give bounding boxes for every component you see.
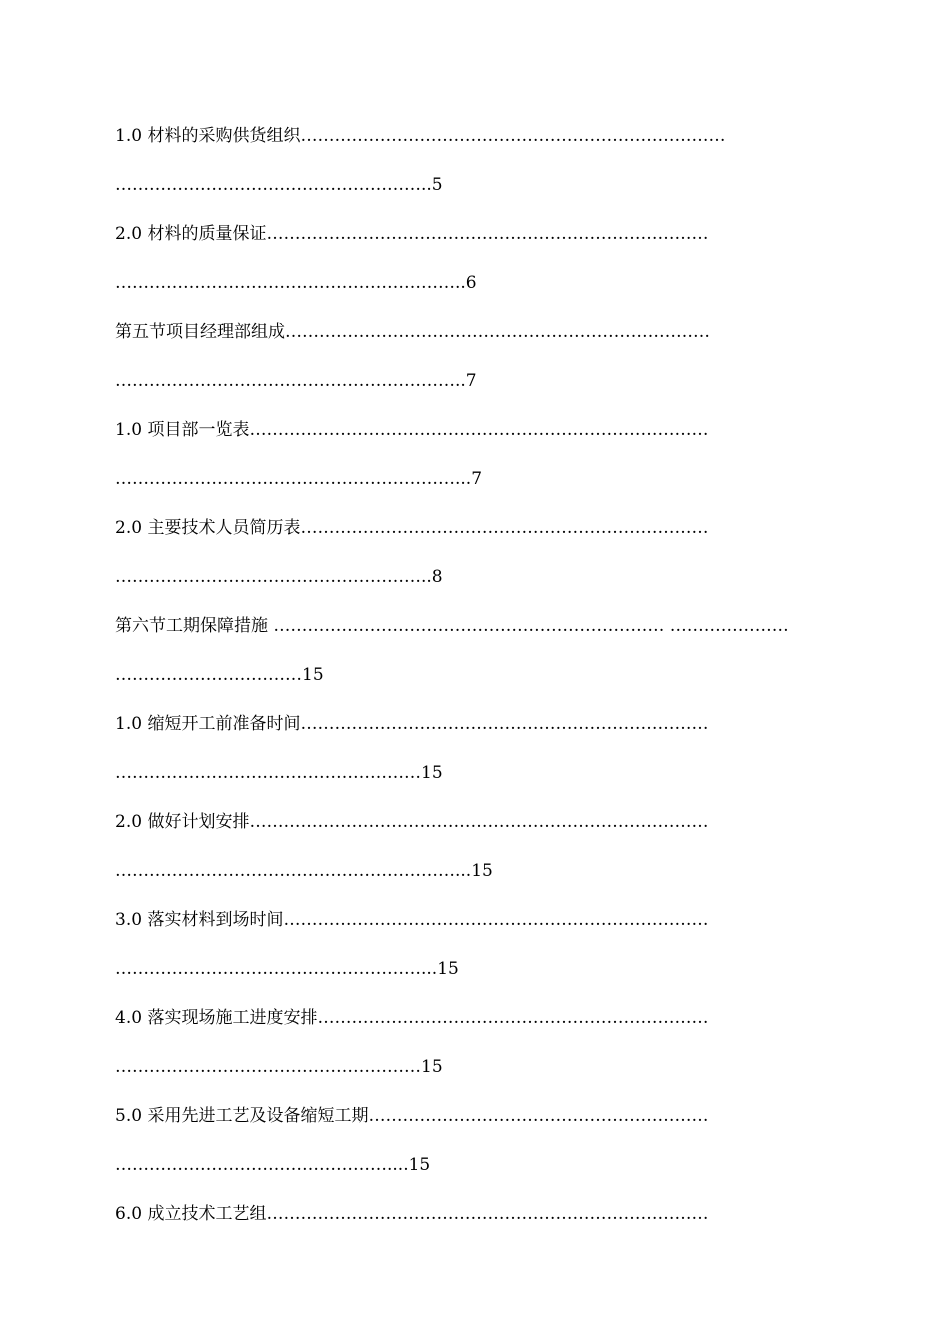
toc-entry-title: 2.0 材料的质量保证…………………………………………………………………… bbox=[115, 224, 709, 244]
toc-entry-page: ……………………………………………………...7 bbox=[115, 469, 483, 489]
toc-entry[interactable] bbox=[115, 1004, 860, 1102]
table-of-contents bbox=[115, 122, 860, 1249]
toc-entry[interactable] bbox=[115, 514, 860, 612]
toc-entry-page: …………………………………………....15 bbox=[115, 1155, 431, 1175]
toc-entry-page: ……………………………………………………...15 bbox=[115, 861, 493, 881]
toc-entry-title: 2.0 主要技术人员简历表……………………………………………………………… bbox=[115, 518, 709, 538]
toc-entry-title: 5.0 采用先进工艺及设备缩短工期…………………………………………………… bbox=[115, 1106, 709, 1126]
toc-entry-title: 4.0 落实现场施工进度安排…………………………………………………………… bbox=[115, 1008, 709, 1028]
toc-entry-title: 3.0 落实材料到场时间………………………………………………………………… bbox=[115, 910, 709, 930]
toc-entry-page: ………………………………………………15 bbox=[115, 763, 443, 783]
toc-entry-title: 第五节项目经理部组成………………………………………………………………… bbox=[115, 322, 710, 342]
toc-entry[interactable] bbox=[115, 122, 860, 220]
toc-entry-page: ……………………………………………………..7 bbox=[115, 371, 477, 391]
toc-entry[interactable] bbox=[115, 612, 860, 710]
toc-entry[interactable] bbox=[115, 1200, 860, 1249]
toc-entry-title: 1.0 材料的采购供货组织………………………………………………………………… bbox=[115, 126, 726, 146]
toc-entry-title: 1.0 缩短开工前准备时间……………………………………………………………… bbox=[115, 714, 709, 734]
toc-entry-page: ……………………………15 bbox=[115, 665, 324, 685]
toc-entry[interactable] bbox=[115, 318, 860, 416]
toc-entry-page: ………………………………………………...15 bbox=[115, 959, 459, 979]
toc-entry-page: ………………………………………………..8 bbox=[115, 567, 443, 587]
toc-entry[interactable] bbox=[115, 906, 860, 1004]
toc-entry-page: ………………………………………………..5 bbox=[115, 175, 443, 195]
toc-entry-page: ……………………………………………………..6 bbox=[115, 273, 477, 293]
toc-entry[interactable] bbox=[115, 220, 860, 318]
toc-entry-title: 1.0 项目部一览表……………………………………………………………………… bbox=[115, 420, 709, 440]
toc-entry[interactable] bbox=[115, 808, 860, 906]
toc-entry[interactable] bbox=[115, 1102, 860, 1200]
toc-entry-title: 第六节工期保障措施 …………………………………………………………… ………………… bbox=[115, 616, 789, 636]
toc-entry[interactable] bbox=[115, 710, 860, 808]
toc-entry-page: ………………………………………………15 bbox=[115, 1057, 443, 1077]
toc-entry[interactable] bbox=[115, 416, 860, 514]
toc-entry-title: 2.0 做好计划安排……………………………………………………………………… bbox=[115, 812, 709, 832]
toc-entry-title: 6.0 成立技术工艺组…………………………………………………………………… bbox=[115, 1204, 709, 1224]
